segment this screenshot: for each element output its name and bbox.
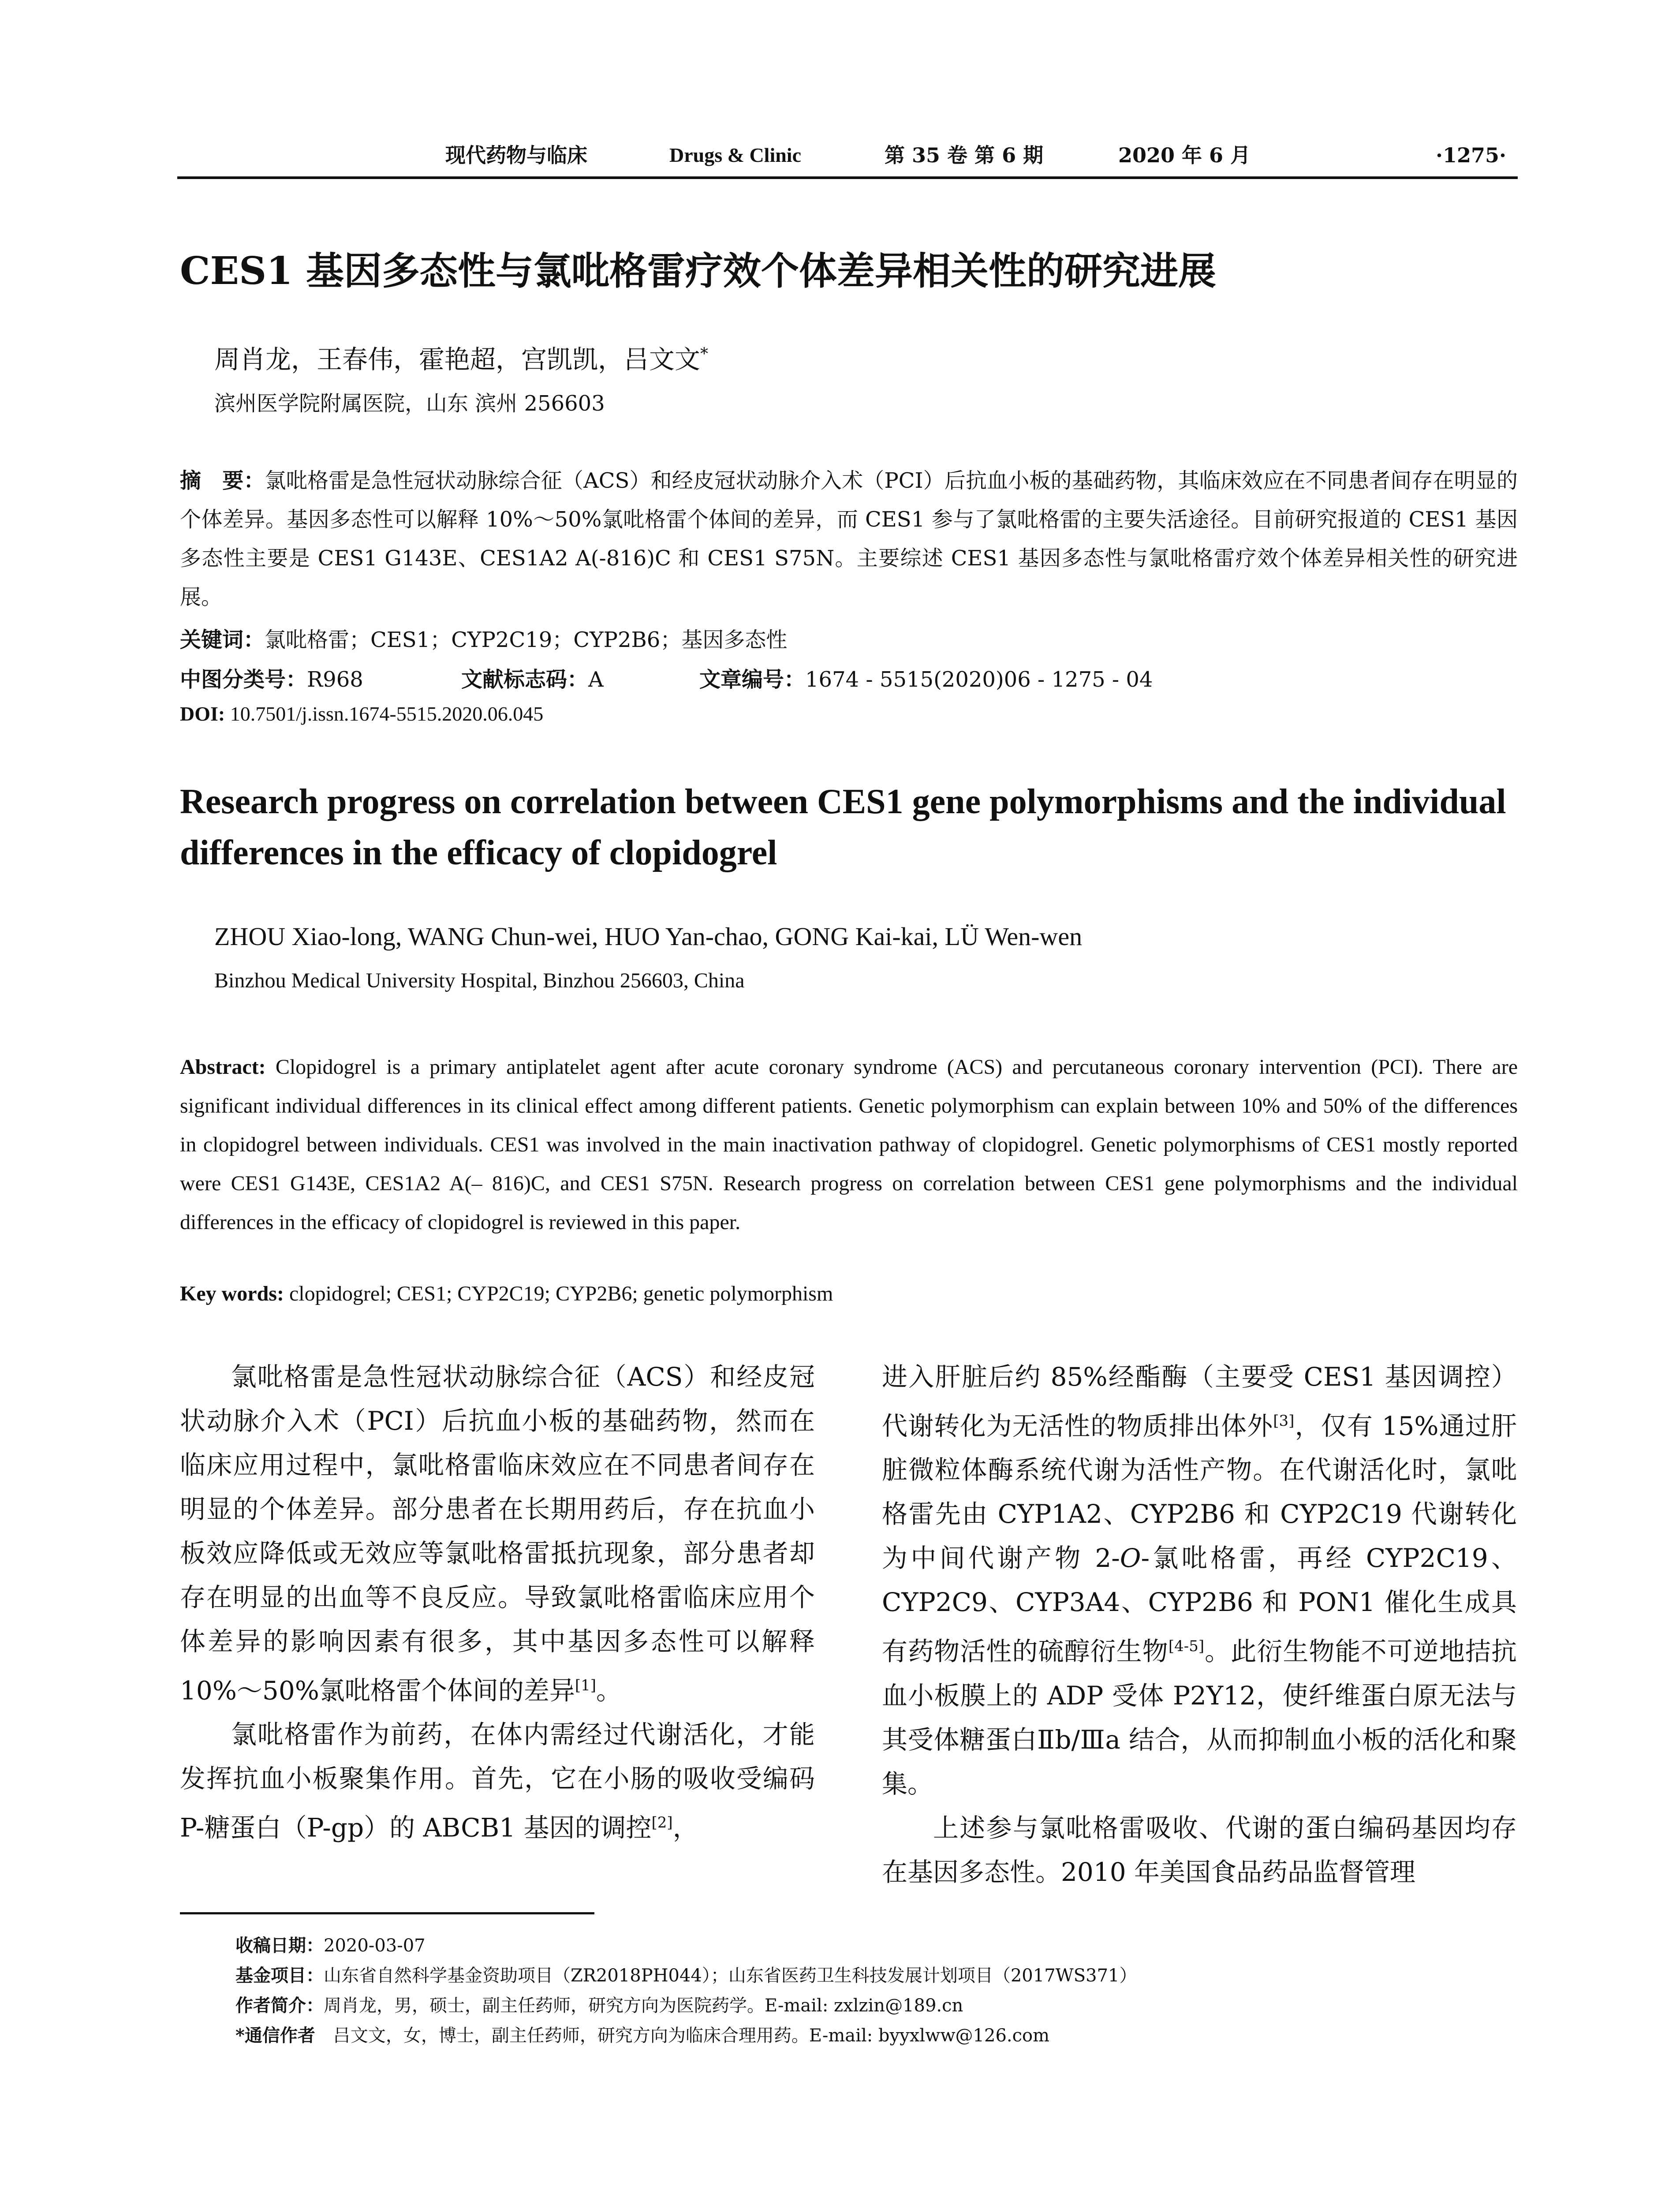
chinese-abstract-label: 摘 要： <box>180 468 265 493</box>
english-affiliation: Binzhou Medical University Hospital, Binzhou 256603, China <box>214 969 745 992</box>
doi-line: DOI: 10.7501/j.issn.1674-5515.2020.06.045 <box>180 703 544 725</box>
body-paragraph-1: 氯吡格雷是急性冠状动脉综合征（ACS）和经皮冠状动脉介入术（PCI）后抗血小板的基础药物，然而在临床应用过程中，氯吡格雷临床效应在不同患者间存在明显的个体差异。部分患者在长期用药后，存在抗血小板效应降低或无效应等氯吡格雷抵抗现象，部分患者却存在明显的出血等不良反应。导致氯吡格雷临床应用个体差异的影响因素有很多，其中基因多态性可以解释 10%～50%氯吡格雷个体间的差异[1]。 <box>180 1362 815 1706</box>
footnote-corresponding: *通信作者 吕文文，女，博士，副主任药师，研究方向为临床合理用药。E-mail: byyxlww@126.com <box>235 2025 1050 2046</box>
chinese-title: CES1 基因多态性与氯吡格雷疗效个体差异相关性的研究进展 <box>180 249 1216 293</box>
english-title: Research progress on correlation between CES1 gene polymorphisms and the individual differences in the efficacy of clopidogrel <box>180 782 1506 872</box>
header-journal-cn: 现代药物与临床 <box>445 143 587 167</box>
chinese-affiliation: 滨州医学院附属医院，山东 滨州 256603 <box>214 391 605 416</box>
footnote-received: 收稿日期：2020-03-07 <box>235 1935 426 1956</box>
header-rule <box>177 176 1518 179</box>
chinese-authors: 周肖龙，王春伟，霍艳超，宫凯凯，吕文文* <box>214 344 709 374</box>
chinese-abstract-text: 氯吡格雷是急性冠状动脉综合征（ACS）和经皮冠状动脉介入术（PCI）后抗血小板的基础药物，其临床效应在不同患者间存在明显的个体差异。基因多态性可以解释 10%～50%氯吡格雷个体间的差异，而 CES1 参与了氯吡格雷的主要失活途径。目前研究报道的 CES1 基因多态性主要是 CES1 G143E、CES1A2 A(-816)C 和 CES1 S75N。主要综述 CES1 基因多态性与氯吡格雷疗效个体差异相关性的研究进展。 <box>180 468 1518 609</box>
header-journal-en: Drugs & Clinic <box>669 144 801 166</box>
english-abstract-text: Clopidogrel is a primary antiplatelet agent after acute coronary syndrome (ACS) and percutaneous coronary intervention (PCI). There are significant individual differences in its clinical effect among different patients. Genetic polymorphism can explain between 10% and 50% of the differences in clopidogrel between individuals. CES1 was involved in the main inactivation pathway of clopidogrel. Genetic polymorphisms of CES1 mostly reported were CES1 G143E, CES1A2 A(– 816)C, and CES1 S75N. Research progress on correlation between CES1 gene polymorphisms and the individual differences in the efficacy of clopidogrel is reviewed in this paper. <box>180 1055 1518 1234</box>
english-authors: ZHOU Xiao-long, WANG Chun-wei, HUO Yan-chao, GONG Kai-kai, LÜ Wen-wen <box>214 922 1083 951</box>
document-code: 文献标志码：A <box>461 667 604 692</box>
english-abstract-label: Abstract: <box>180 1055 266 1079</box>
body-left-column <box>180 1355 815 1850</box>
body-right-column <box>882 1355 1517 1894</box>
body-paragraph-2: 氯吡格雷作为前药，在体内需经过代谢活化，才能发挥抗血小板聚集作用。首先，它在小肠的吸收受编码 P-糖蛋白（P-gp）的 ABCB1 基因的调控[2]， <box>180 1719 815 1843</box>
corresponding-mark: * <box>700 345 709 363</box>
footnote-author-bio: 作者简介：周肖龙，男，硕士，副主任药师，研究方向为医院药学。E-mail: zxlzin@189.cn <box>235 1995 963 2016</box>
header-date: 2020 年 6 月 <box>1118 143 1251 167</box>
citation-4-5: [4-5] <box>1168 1637 1205 1656</box>
article-number: 文章编号：1674 - 5515(2020)06 - 1275 - 04 <box>699 667 1153 692</box>
doi-link: 10.7501/j.issn.1674-5515.2020.06.045 <box>230 703 544 725</box>
citation-2: [2] <box>651 1814 673 1832</box>
body-paragraph-3: 进入肝脏后约 85%经酯酶（主要受 CES1 基因调控）代谢转化为无活性的物质排出体外[3]，仅有 15%通过肝脏微粒体酶系统代谢为活性产物。在代谢活化时，氯吡格雷先由 CYP1A2、CYP2B6 和 CYP2C19 代谢转化为中间代谢产物 2-O-氯吡格雷，再经 CYP2C19、CYP2C9、CYP3A4、CYP2B6 和 PON1 催化生成具有药物活性的硫醇衍生物[4-5]。此衍生物能不可逆地拮抗血小板膜上的 ADP 受体 P2Y12，使纤维蛋白原无法与其受体糖蛋白Ⅱb/Ⅲa 结合，从而抑制血小板的活化和聚集。 <box>882 1362 1517 1799</box>
english-keywords: Key words: clopidogrel; CES1; CYP2C19; CYP2B6; genetic polymorphism <box>180 1282 833 1305</box>
footnote-fund: 基金项目：山东省自然科学基金资助项目（ZR2018PH044）；山东省医药卫生科技发展计划项目（2017WS371） <box>235 1965 1137 1986</box>
clc-number: 中图分类号：R968 <box>180 667 363 692</box>
chinese-keywords: 关键词：氯吡格雷；CES1；CYP2C19；CYP2B6；基因多态性 <box>180 628 788 652</box>
english-abstract <box>180 1048 1518 1242</box>
citation-3: [3] <box>1273 1412 1295 1430</box>
header-volume-issue: 第 35 卷 第 6 期 <box>885 143 1044 167</box>
footnote-rule <box>180 1912 594 1914</box>
citation-1: [1] <box>575 1677 597 1694</box>
chinese-abstract <box>180 461 1518 617</box>
body-paragraph-4: 上述参与氯吡格雷吸收、代谢的蛋白编码基因均存在基因多态性。2010 年美国食品药品监督管理 <box>882 1813 1517 1887</box>
header-page-number: ·1275· <box>1436 143 1507 167</box>
